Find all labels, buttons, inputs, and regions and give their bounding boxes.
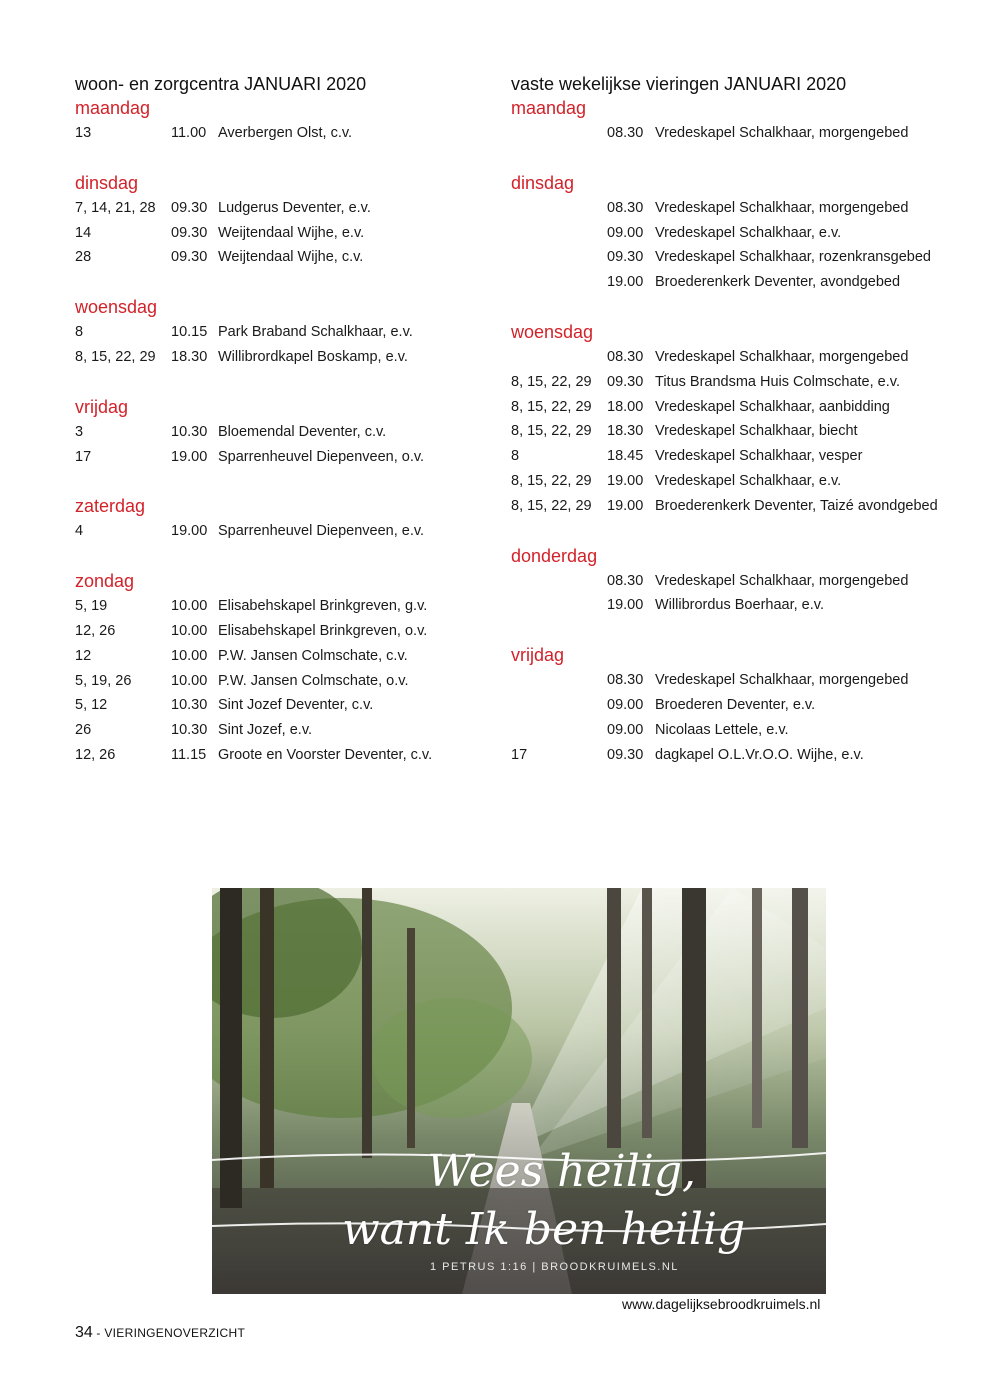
schedule-dates: 8, 15, 22, 29	[511, 472, 592, 489]
schedule-dates: 12	[75, 647, 92, 664]
schedule-place: Willibrordus Boerhaar, e.v.	[655, 597, 824, 614]
schedule-dates: 5, 19	[75, 598, 108, 615]
schedule-place: Broederenkerk Deventer, Taizé avondgebed	[655, 497, 938, 514]
schedule-dates: 13	[75, 125, 92, 141]
schedule-dates: 5, 12	[75, 697, 108, 714]
schedule-row	[511, 221, 951, 246]
schedule-place: Vredeskapel Schalkhaar, morgengebed	[655, 125, 909, 141]
schedule-dates: 5, 19, 26	[75, 672, 132, 689]
schedule-row	[75, 743, 495, 768]
schedule-time: 09.30	[607, 249, 644, 266]
schedule-time: 09.30	[171, 249, 208, 266]
schedule-place: Elisabehskapel Brinkgreven, o.v.	[218, 622, 428, 639]
schedule-time: 08.30	[607, 348, 644, 365]
schedule-time: 19.00	[607, 497, 644, 514]
schedule-row	[75, 445, 495, 470]
schedule-place: Willibrordkapel Boskamp, e.v.	[218, 348, 408, 365]
schedule-place: Vredeskapel Schalkhaar, e.v.	[655, 472, 842, 489]
schedule-row	[75, 693, 495, 718]
schedule-time: 09.00	[607, 696, 644, 713]
schedule-time: 10.00	[171, 622, 208, 639]
right-column	[511, 72, 951, 767]
schedule-time: 09.30	[607, 746, 644, 763]
left-heading: woon- en zorgcentra JANUARI 2020	[75, 74, 367, 94]
schedule-place: Titus Brandsma Huis Colmschate, e.v.	[655, 373, 900, 390]
schedule-place: Vredeskapel Schalkhaar, morgengebed	[655, 572, 909, 589]
schedule-place: Vredeskapel Schalkhaar, biecht	[655, 423, 858, 440]
schedule-row	[511, 345, 951, 370]
schedule-dates: 8, 15, 22, 29	[511, 497, 592, 514]
schedule-time: 10.00	[171, 672, 208, 689]
schedule-time: 09.00	[607, 721, 644, 738]
schedule-time: 18.45	[607, 448, 644, 465]
schedule-dates: 8	[511, 448, 520, 465]
schedule-place: Vredeskapel Schalkhaar, rozenkransgebed	[655, 249, 931, 266]
left-schedule	[75, 96, 495, 768]
schedule-row	[75, 121, 495, 146]
schedule-dates: 8	[75, 324, 84, 341]
schedule-time: 19.00	[171, 448, 208, 465]
schedule-row	[511, 196, 951, 221]
schedule-dates: 8, 15, 22, 29	[511, 398, 592, 415]
schedule-place: Sint Jozef, e.v.	[218, 722, 313, 739]
schedule-row	[75, 594, 495, 619]
schedule-place: Vredeskapel Schalkhaar, morgengebed	[655, 199, 909, 216]
schedule-place: Ludgerus Deventer, e.v.	[218, 199, 371, 216]
schedule-time: 10.15	[171, 324, 208, 341]
schedule-row	[511, 444, 951, 469]
day-heading-zaterdag: zaterdag	[75, 496, 146, 517]
schedule-time: 08.30	[607, 199, 644, 216]
schedule-time: 08.30	[607, 572, 644, 589]
day-heading-vrijdag: vrijdag	[511, 645, 565, 666]
schedule-time: 10.30	[171, 697, 208, 714]
day-heading-woensdag: woensdag	[511, 321, 594, 342]
schedule-row	[511, 469, 951, 494]
schedule-dates: 17	[511, 746, 528, 763]
schedule-place: dagkapel O.L.Vr.O.O. Wijhe, e.v.	[655, 746, 864, 763]
schedule-place: Vredeskapel Schalkhaar, vesper	[655, 448, 863, 465]
right-heading: vaste wekelijkse vieringen JANUARI 2020	[511, 74, 847, 94]
schedule-dates: 7, 14, 21, 28	[75, 199, 156, 216]
schedule-place: Vredeskapel Schalkhaar, morgengebed	[655, 348, 909, 365]
page-footer	[75, 1324, 245, 1342]
schedule-row	[511, 270, 951, 295]
schedule-time: 09.00	[607, 224, 644, 241]
schedule-row	[75, 221, 495, 246]
schedule-dates: 17	[75, 448, 92, 465]
schedule-place: Weijtendaal Wijhe, c.v.	[218, 249, 364, 266]
section-name: - VIERINGENOVERZICHT	[92, 1326, 246, 1340]
right-schedule	[511, 96, 951, 767]
schedule-place: Sparrenheuvel Diepenveen, o.v.	[218, 448, 425, 465]
schedule-row	[511, 395, 951, 420]
schedule-row	[511, 743, 951, 768]
schedule-place: Vredeskapel Schalkhaar, e.v.	[655, 224, 842, 241]
schedule-dates: 26	[75, 722, 92, 739]
schedule-dates: 14	[75, 224, 92, 241]
website-url: www.dagelijksebroodkruimels.nl	[622, 1296, 821, 1312]
schedule-time: 10.30	[171, 423, 208, 440]
schedule-place: Nicolaas Lettele, e.v.	[655, 721, 789, 738]
day-heading-maandag: maandag	[75, 98, 151, 118]
schedule-dates: 8, 15, 22, 29	[511, 423, 592, 440]
schedule-place: Vredeskapel Schalkhaar, morgengebed	[655, 672, 909, 689]
schedule-place: P.W. Jansen Colmschate, o.v.	[218, 672, 409, 689]
schedule-row	[75, 196, 495, 221]
schedule-place: Park Braband Schalkhaar, e.v.	[218, 324, 413, 341]
photo-reference: 1 PETRUS 1:16 | BROODKRUIMELS.NL	[430, 1261, 679, 1273]
day-heading-dinsdag: dinsdag	[511, 172, 575, 193]
schedule-time: 11.15	[171, 746, 207, 763]
schedule-dates: 4	[75, 523, 84, 540]
day-heading-zondag: zondag	[75, 571, 135, 592]
schedule-place: P.W. Jansen Colmschate, c.v.	[218, 647, 408, 664]
schedule-time: 18.00	[607, 398, 644, 415]
schedule-dates: 12, 26	[75, 622, 116, 639]
schedule-place: Groote en Voorster Deventer, c.v.	[218, 746, 433, 763]
schedule-dates: 8, 15, 22, 29	[75, 348, 156, 365]
schedule-time: 19.00	[607, 597, 644, 614]
schedule-row	[75, 669, 495, 694]
schedule-place: Weijtendaal Wijhe, e.v.	[218, 224, 365, 241]
schedule-row	[511, 668, 951, 693]
schedule-dates: 28	[75, 249, 92, 266]
schedule-row	[75, 644, 495, 669]
schedule-place: Bloemendal Deventer, c.v.	[218, 423, 387, 440]
schedule-row	[511, 693, 951, 718]
schedule-row	[511, 593, 951, 618]
schedule-time: 11.00	[171, 125, 207, 141]
page-number: 34	[75, 1324, 93, 1341]
schedule-place: Broederen Deventer, e.v.	[655, 696, 816, 713]
day-heading-donderdag: donderdag	[511, 545, 598, 566]
schedule-place: Elisabehskapel Brinkgreven, g.v.	[218, 598, 428, 615]
schedule-row	[75, 718, 495, 743]
schedule-row	[511, 121, 951, 146]
photo-caption-line2: want Ik ben heilig	[342, 1204, 746, 1255]
schedule-time: 09.30	[607, 373, 644, 390]
left-column	[75, 72, 495, 768]
schedule-row	[511, 370, 951, 395]
schedule-row	[75, 519, 495, 544]
schedule-dates: 3	[75, 423, 84, 440]
schedule-place: Averbergen Olst, c.v.	[218, 125, 353, 141]
schedule-row	[511, 718, 951, 743]
schedule-row	[511, 494, 951, 519]
day-heading-woensdag: woensdag	[75, 297, 158, 318]
photo-caption-line1: Wees heilig,	[427, 1146, 697, 1197]
schedule-row	[75, 619, 495, 644]
schedule-row	[75, 245, 495, 270]
schedule-time: 08.30	[607, 125, 644, 141]
schedule-time: 08.30	[607, 672, 644, 689]
schedule-time: 09.30	[171, 224, 208, 241]
schedule-place: Sparrenheuvel Diepenveen, e.v.	[218, 523, 425, 540]
schedule-time: 10.00	[171, 598, 208, 615]
schedule-place: Vredeskapel Schalkhaar, aanbidding	[655, 398, 890, 415]
schedule-row	[75, 320, 495, 345]
schedule-row	[511, 419, 951, 444]
schedule-dates: 12, 26	[75, 746, 116, 763]
schedule-time: 19.00	[607, 472, 644, 489]
schedule-time: 10.00	[171, 647, 208, 664]
schedule-row	[511, 245, 951, 270]
schedule-time: 09.30	[171, 199, 208, 216]
schedule-time: 18.30	[607, 423, 644, 440]
day-heading-maandag: maandag	[511, 98, 587, 118]
schedule-time: 18.30	[171, 348, 208, 365]
schedule-place: Broederenkerk Deventer, avondgebed	[655, 274, 901, 291]
schedule-time: 10.30	[171, 722, 208, 739]
schedule-dates: 8, 15, 22, 29	[511, 373, 592, 390]
schedule-place: Sint Jozef Deventer, c.v.	[218, 697, 374, 714]
schedule-row	[511, 569, 951, 594]
schedule-time: 19.00	[607, 274, 644, 291]
forest-photo	[212, 888, 826, 1294]
schedule-row	[75, 345, 495, 370]
schedule-time: 19.00	[171, 523, 208, 540]
day-heading-vrijdag: vrijdag	[75, 396, 129, 417]
day-heading-dinsdag: dinsdag	[75, 172, 139, 193]
schedule-row	[75, 420, 495, 445]
